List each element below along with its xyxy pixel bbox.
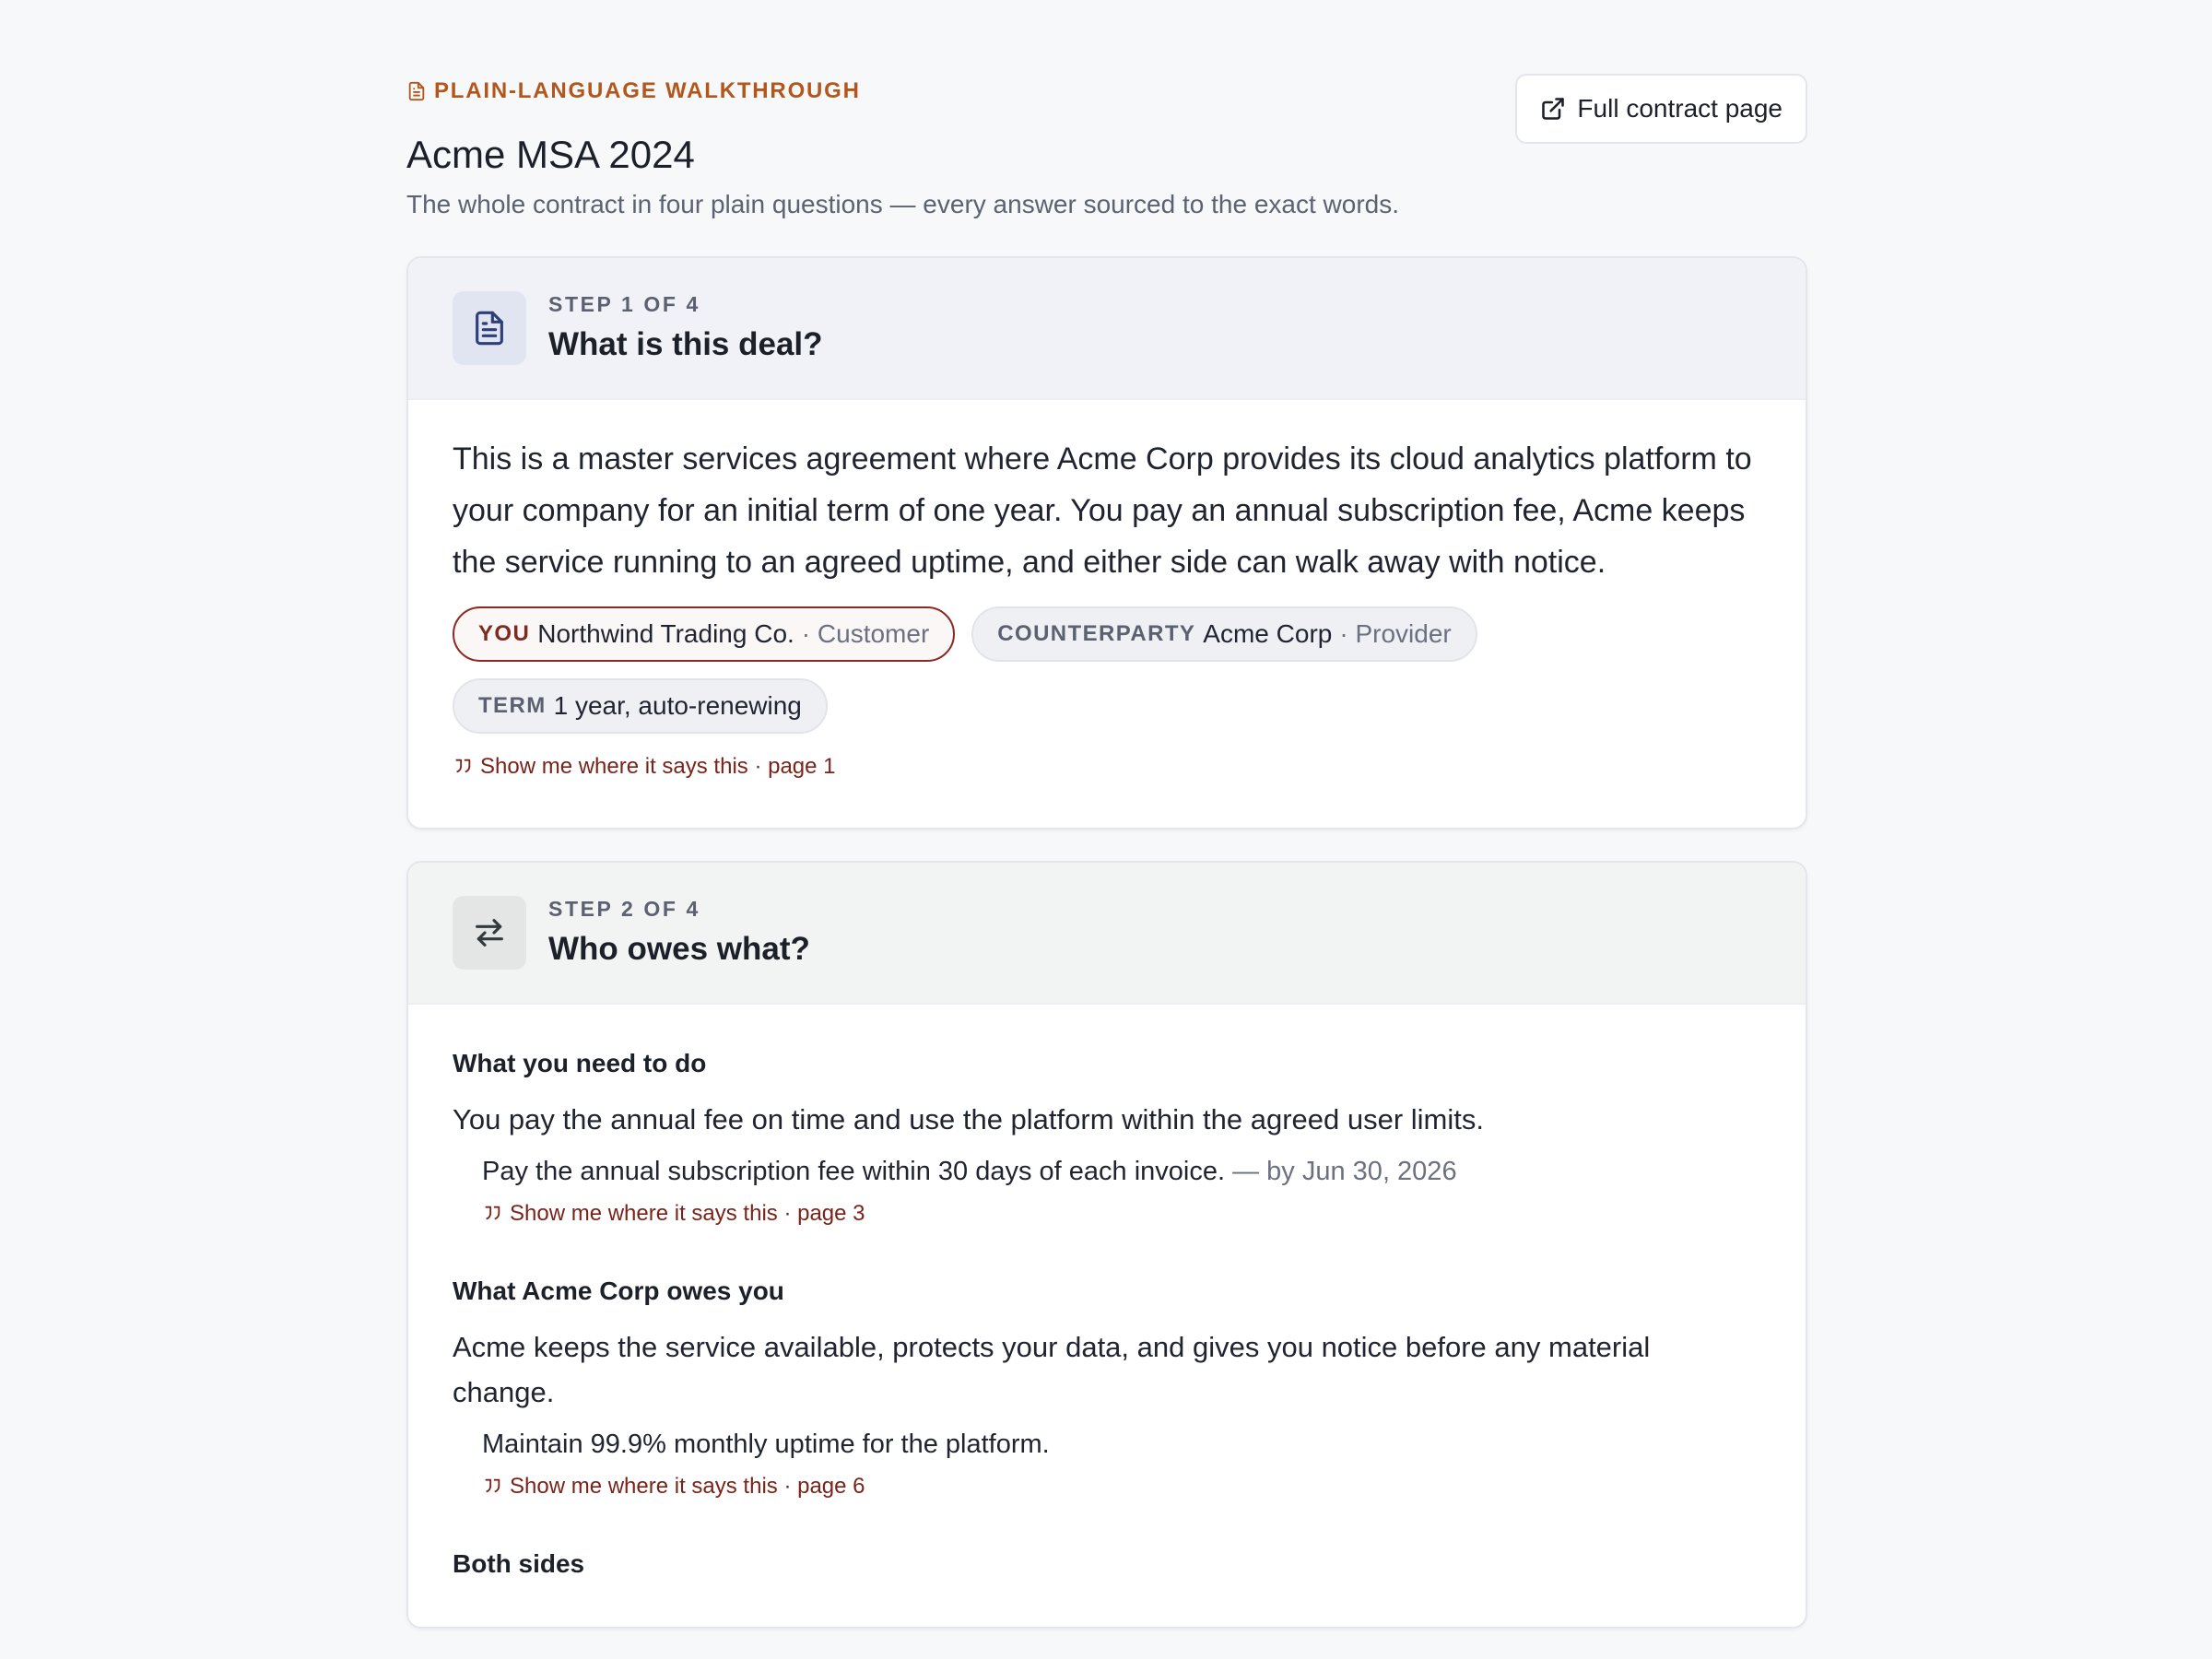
term-chip — [453, 678, 828, 734]
step-title: What is this deal? — [548, 326, 823, 362]
obligation-due-date: — by Jun 30, 2026 — [1232, 1157, 1457, 1186]
external-link-icon — [1540, 96, 1566, 122]
deal-summary: This is a master services agreement where Acme Corp provides its cloud analytics platform to your company for an initial term of one year. You pay an annual subscription fee, Acme keeps the service running to an agreed uptime, and either side can walk away with notice. — [453, 441, 1752, 580]
chip-value: Acme Corp — [1203, 619, 1333, 648]
step-label: STEP 1 OF 4 — [548, 292, 700, 316]
source-link-label: Show me where it says this · page 6 — [510, 1474, 865, 1499]
step-2-header — [408, 863, 1806, 1005]
chip-role: · Provider — [1339, 619, 1452, 648]
step-1-card — [406, 256, 1807, 830]
step-label: STEP 2 OF 4 — [548, 897, 700, 921]
show-source-link[interactable] — [482, 1474, 865, 1500]
quote-icon — [482, 1477, 502, 1497]
counterparty-obligations-heading: What Acme Corp owes you — [453, 1277, 784, 1305]
your-obligations-heading: What you need to do — [453, 1049, 707, 1077]
step-1-body — [408, 400, 1806, 828]
page-title: Acme MSA 2024 — [406, 133, 695, 176]
obligation-item — [482, 1426, 1761, 1501]
chip-key: TERM — [478, 693, 547, 718]
chip-key: YOU — [478, 621, 531, 646]
chip-value: Northwind Trading Co. — [537, 619, 794, 648]
step-title: Who owes what? — [548, 931, 810, 967]
full-contract-label: Full contract page — [1577, 94, 1783, 123]
step-1-header — [408, 258, 1806, 400]
document-icon — [406, 80, 427, 102]
document-icon — [471, 310, 508, 347]
counterparty-obligations-summary: Acme keeps the service available, protects your data, and gives you notice before any material change. — [453, 1331, 1651, 1408]
chip-value: 1 year, auto-renewing — [553, 691, 802, 720]
swap-arrows-icon — [471, 914, 508, 951]
full-contract-button[interactable] — [1515, 74, 1807, 144]
show-source-link[interactable] — [482, 1201, 865, 1227]
step-2-card — [406, 861, 1807, 1629]
you-chip — [453, 606, 955, 662]
chip-role: · Customer — [801, 619, 930, 648]
step-2-body — [408, 1005, 1806, 1627]
quote-icon — [482, 1204, 502, 1224]
quote-icon — [453, 757, 473, 777]
page-subtitle: The whole contract in four plain questions — every answer sourced to the exact words. — [406, 190, 1399, 218]
step-1-icon-tile — [453, 291, 526, 365]
eyebrow-label: PLAIN-LANGUAGE WALKTHROUGH — [434, 78, 861, 103]
counterparty-chip — [971, 606, 1477, 662]
deal-chips — [453, 606, 1651, 734]
source-link-label: Show me where it says this · page 1 — [480, 754, 836, 779]
obligation-text: Maintain 99.9% monthly uptime for the platform. — [482, 1430, 1050, 1459]
source-link-label: Show me where it says this · page 3 — [510, 1201, 865, 1226]
obligation-item — [482, 1153, 1761, 1229]
obligation-text: Pay the annual subscription fee within 30 days of each invoice. — [482, 1157, 1226, 1186]
mutual-obligations-heading: Both sides — [453, 1549, 585, 1578]
your-obligations-summary: You pay the annual fee on time and use the platform within the agreed user limits. — [453, 1103, 1484, 1135]
step-2-icon-tile — [453, 896, 526, 970]
walkthrough-page — [406, 0, 1807, 1629]
show-source-link[interactable] — [453, 754, 836, 780]
chip-key: COUNTERPARTY — [997, 621, 1196, 646]
